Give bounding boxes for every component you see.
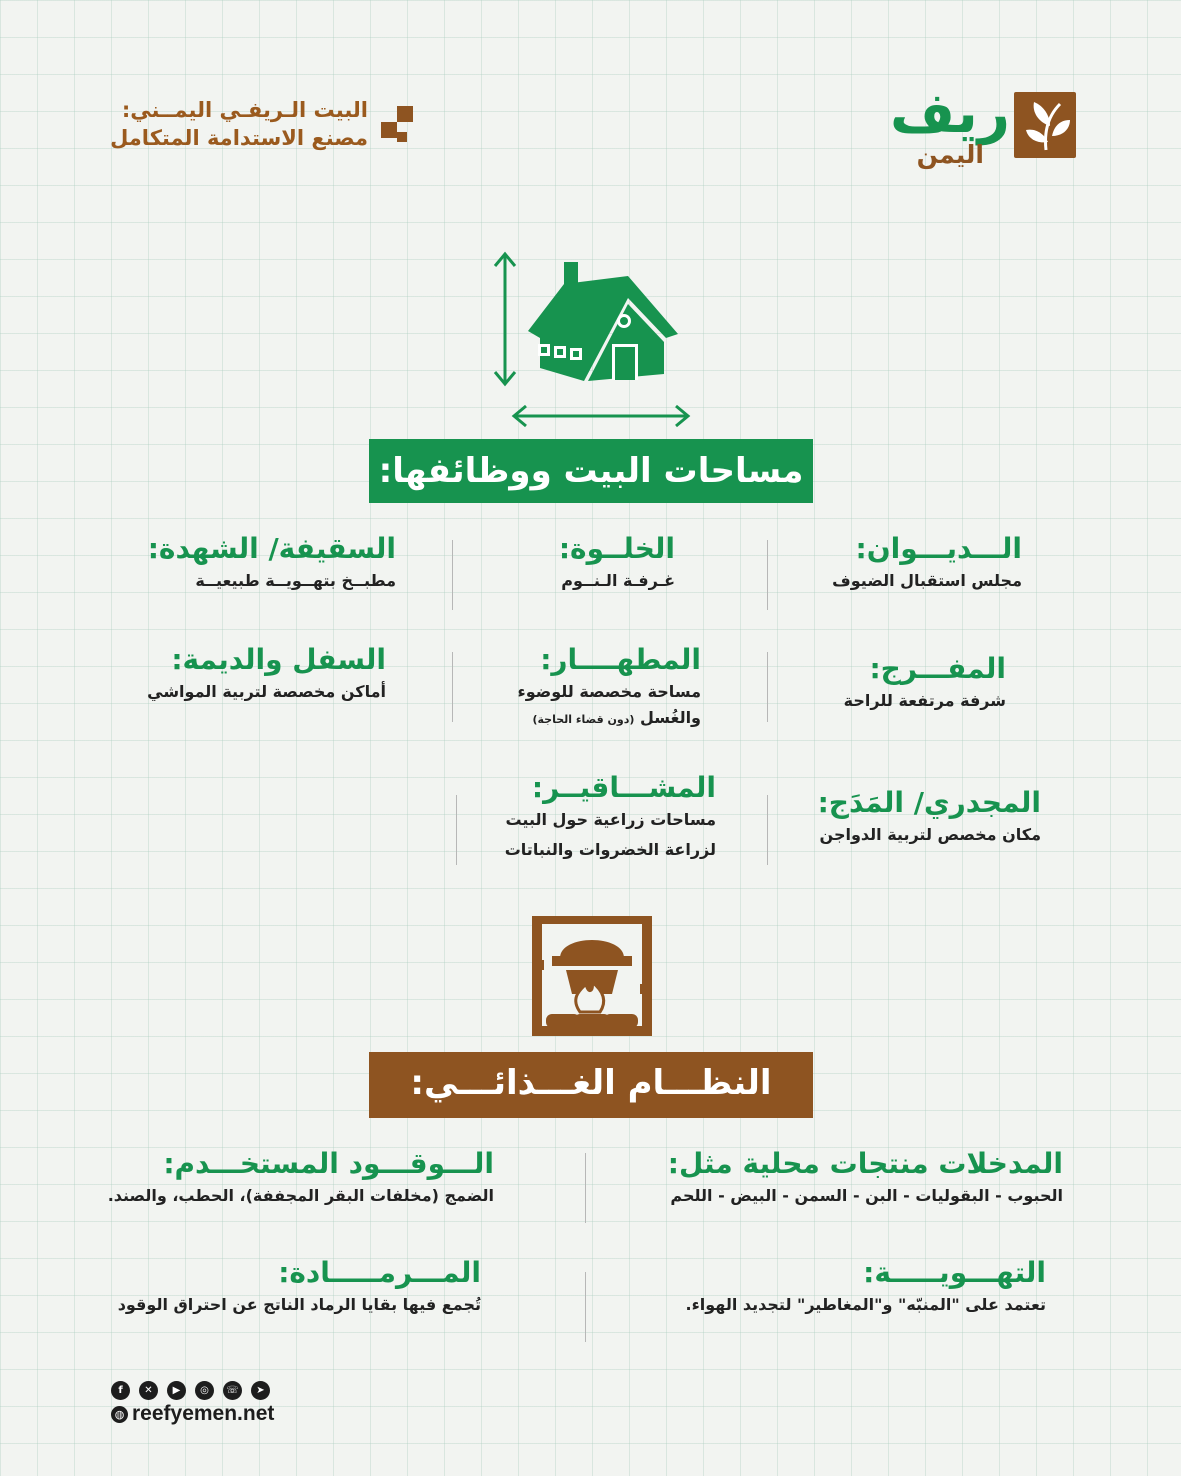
header-title-line1: البيت الـريفـي اليمــني:: [121, 98, 368, 122]
whatsapp-icon[interactable]: ☏: [223, 1381, 242, 1400]
telegram-icon[interactable]: ➤: [251, 1381, 270, 1400]
space-desc: مطبــخ بتهــويــة طبيعيــة: [195, 570, 396, 590]
food-desc: الضمج (مخلفات البقر المجففة)، الحطب، والصند.: [107, 1185, 494, 1205]
divider: [452, 652, 453, 722]
food-title: المدخلات منتجات محلية مثل:: [667, 1147, 1063, 1180]
space-title: الـــديـــوان:: [855, 532, 1022, 565]
divider: [452, 540, 453, 610]
space-item-mashaqir: [505, 771, 716, 865]
social-icons: [111, 1381, 270, 1400]
instagram-icon[interactable]: ◎: [195, 1381, 214, 1400]
space-item-diwan: [832, 532, 1022, 596]
space-desc: غـرفـة الـنــوم: [561, 570, 675, 590]
divider: [767, 652, 768, 722]
food-item-inputs: [668, 1147, 1063, 1211]
space-title: المفـــرج:: [869, 652, 1006, 685]
space-desc2: والغُسل: [639, 707, 701, 727]
logo: [876, 81, 1076, 176]
facebook-icon[interactable]: f: [111, 1381, 130, 1400]
divider: [456, 795, 457, 865]
space-desc: مجلس استقبال الضيوف: [832, 570, 1022, 590]
x-icon[interactable]: ✕: [139, 1381, 158, 1400]
logo-sub-text: اليمن: [916, 140, 984, 169]
website-link[interactable]: [111, 1402, 274, 1426]
divider: [767, 540, 768, 610]
leaf-logo-icon: [1014, 92, 1076, 158]
space-item-sufl: [147, 643, 386, 707]
space-desc: مكان مخصص لتربية الدواجن: [819, 824, 1041, 844]
logo-main-text: ريف: [890, 81, 1010, 146]
divider: [767, 795, 768, 865]
space-item-majdari: [818, 786, 1041, 850]
header-title: [108, 96, 368, 153]
space-desc: مساحة مخصصة للوضوء: [517, 681, 701, 701]
food-banner: النظـــام الغـــذائـــي:: [369, 1052, 813, 1118]
space-desc: مساحات زراعية حول البيت: [505, 809, 716, 829]
space-title: المجدري/ المَدَج:: [817, 786, 1041, 819]
food-title: المـــرمـــــادة:: [278, 1256, 481, 1289]
space-desc-line2: [518, 707, 701, 729]
space-title: السقيفة/ الشهدة:: [147, 532, 396, 565]
space-title: المشـــاقيــر:: [531, 771, 716, 804]
food-desc: تعتمد على "المنبّه" و"المغاطير" لتجديد الهواء.: [685, 1294, 1046, 1314]
space-desc: شرفة مرتفعة للراحة: [843, 690, 1006, 710]
decor-squares-icon: [381, 106, 415, 146]
house-icon: [488, 246, 698, 436]
youtube-icon[interactable]: ▶: [167, 1381, 186, 1400]
food-desc: الحبوب - البقوليات - البن - السمن - البيض - اللحم: [670, 1185, 1063, 1205]
space-note: (دون قضاء الحاجة): [532, 712, 635, 726]
website-text: reefyemen.net: [132, 1402, 275, 1425]
space-item-saqifa: [148, 532, 396, 596]
space-desc-line2: لزراعة الخضروات والنباتات: [504, 839, 716, 859]
header-title-line2: مصنع الاستدامة المتكامل: [110, 126, 368, 151]
space-item-khalwa: [559, 532, 675, 596]
food-desc: تُجمع فيها بقايا الرماد الناتج عن احتراق الوقود: [117, 1294, 481, 1314]
space-title: المطهــــار:: [540, 643, 701, 676]
space-title: السفل والديمة:: [171, 643, 386, 676]
food-item-ash: [118, 1256, 481, 1320]
divider: [585, 1272, 586, 1342]
space-title: الخلــوة:: [558, 532, 675, 565]
spaces-banner: مساحات البيت ووظائفها:: [369, 439, 813, 503]
globe-icon: ◍: [111, 1406, 128, 1423]
stove-icon: [530, 914, 654, 1038]
space-desc: أماكن مخصصة لتربية المواشي: [147, 681, 386, 701]
space-item-mafraj: [844, 652, 1006, 716]
food-item-ventilation: [685, 1256, 1046, 1320]
food-item-fuel: [108, 1147, 494, 1211]
food-title: الـــوقـــود المستخـــدم:: [163, 1147, 494, 1180]
divider: [585, 1153, 586, 1223]
space-item-mathar: [518, 643, 701, 729]
food-title: التهـــويـــــة:: [863, 1256, 1046, 1289]
